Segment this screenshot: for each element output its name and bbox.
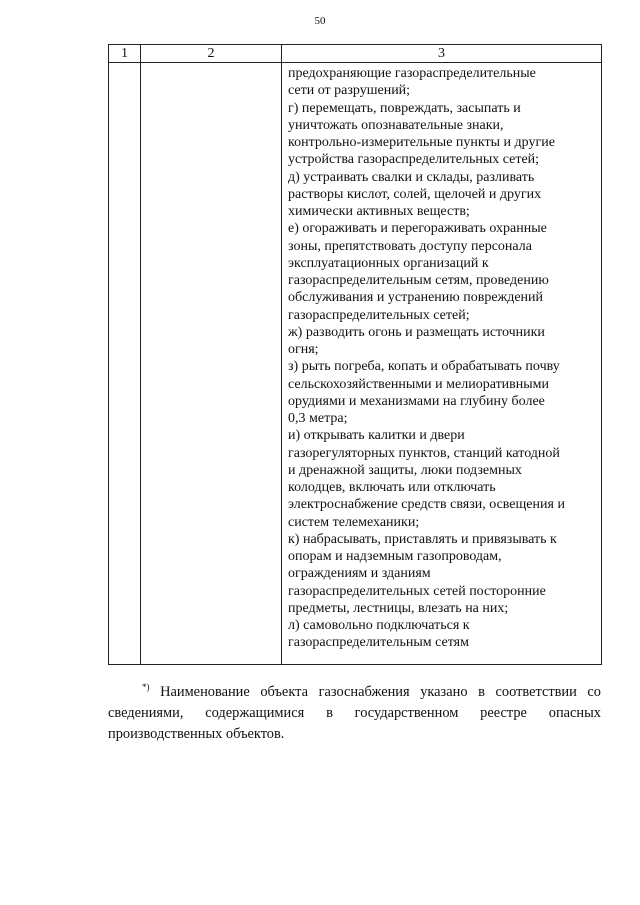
cell-col-1 bbox=[109, 63, 141, 665]
table-header bbox=[109, 45, 602, 63]
table-body bbox=[109, 63, 602, 665]
footnote-mark: *) bbox=[142, 682, 150, 693]
column-header-3: 3 bbox=[282, 45, 602, 63]
cell-col-1-text bbox=[109, 63, 140, 65]
requirements-table bbox=[108, 44, 602, 665]
footnote-text: Наименование объекта газоснабжения указано в соответствии со сведениями, содержащимися в государственном реестре опасных производственных объектов. bbox=[108, 684, 601, 742]
cell-col-2-text bbox=[141, 63, 281, 65]
table-header-row bbox=[109, 45, 602, 63]
cell-col-2 bbox=[141, 63, 282, 665]
page-number: 50 bbox=[314, 15, 326, 27]
column-header-2: 2 bbox=[141, 45, 282, 63]
footnote bbox=[108, 682, 601, 745]
table-row bbox=[109, 63, 602, 665]
column-header-1: 1 bbox=[109, 45, 141, 63]
cell-col-3 bbox=[282, 63, 602, 665]
prohibitions-list-text: предохраняющие газораспределительные сети от разрушений; г) перемещать, повреждать, засыпать и уничтожать опознавательные знаки, контрольно-измерительные пункты и другие устройства газораспределительных сетей; д) устраивать свалки и склады, разливать растворы кислот, солей, щелочей и других химически активных веществ; е) огораживать и перегораживать охранные зоны, препятствовать доступу персонала эксплуатационных организаций к газораспределительным сетям, проведению обслуживания и устранению повреждений газораспределительных сетей; ж) разводить огонь и размещать источники огня; з) рыть погреба, копать и обрабатывать почву сельскохозяйственными и мелиоративными орудиями и механизмами на глубину более 0,3 метра; и) открывать калитки и двери газорегуляторных пунктов, станций катодной и дренажной защиты, люки подземных колодцев, включать или отключать электроснабжение средств связи, освещения и систем телемеханики; к) набрасывать, приставлять и привязывать к опорам и надземным газопроводам, ограждениям и зданиям газораспределительных сетей посторонние предметы, лестницы, влезать на них; л) самовольно подключаться к газораспределительным сетям bbox=[288, 66, 565, 651]
